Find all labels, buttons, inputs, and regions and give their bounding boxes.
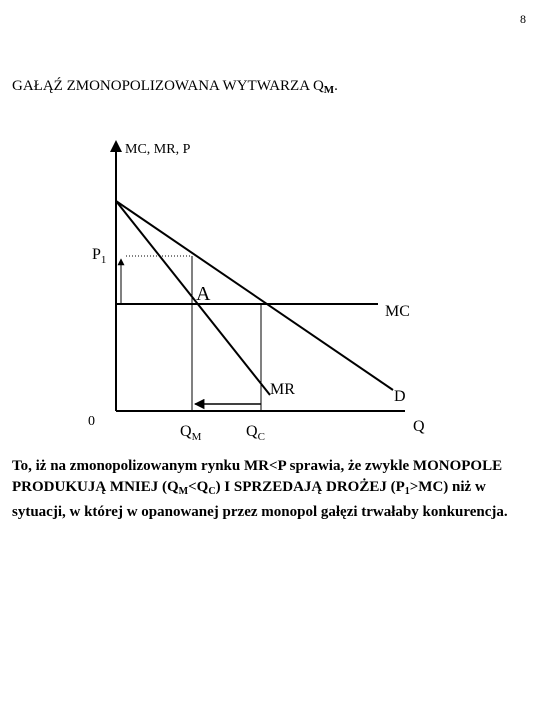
demand-line	[116, 201, 393, 390]
point-a-label: A	[196, 283, 211, 305]
mr-label: MR	[270, 381, 295, 398]
title-end: .	[334, 78, 338, 94]
y-axis-label: MC, MR, P	[125, 142, 191, 157]
p1-label	[92, 246, 106, 266]
d-label: D	[394, 388, 406, 405]
qc-subscript: C	[257, 431, 265, 443]
mr-line	[116, 201, 270, 395]
y-axis-arrow-icon	[110, 140, 122, 152]
qm-main: Q	[180, 423, 192, 440]
p1-subscript: 1	[100, 254, 107, 266]
p1-main: P	[92, 246, 101, 263]
caption-sub-1: M	[178, 486, 189, 497]
qc-label	[246, 423, 265, 443]
qm-subscript: M	[191, 431, 202, 443]
caption-sub-2: C	[208, 486, 216, 497]
caption-sub-3: 1	[404, 486, 410, 497]
mc-label: MC	[385, 303, 410, 320]
origin-label: 0	[88, 414, 95, 429]
caption-part-3: ) I SPRZEDAJĄ DROŻEJ (P	[215, 479, 405, 495]
title-text: GAŁĄŹ ZMONOPOLIZOWANA WYTWARZA Q	[12, 78, 324, 94]
x-axis-label: Q	[413, 418, 425, 435]
qc-main: Q	[246, 423, 258, 440]
page-number: 8	[520, 12, 526, 26]
caption-part-2: <Q	[188, 479, 209, 495]
title-subscript: M	[323, 84, 335, 96]
caption-part-1: To, iż na zmonopolizowanym rynku MR<P sprawia, że zwykle MONOPOLE PRODUKUJĄ MNIEJ (Q	[12, 458, 503, 495]
qm-label	[180, 423, 202, 443]
caption-paragraph	[12, 456, 527, 523]
caption-part-4: >MC) niż w sytuacji, w której w opanowanej przez monopol gałęzi trwałaby konkurencja.	[12, 479, 508, 520]
